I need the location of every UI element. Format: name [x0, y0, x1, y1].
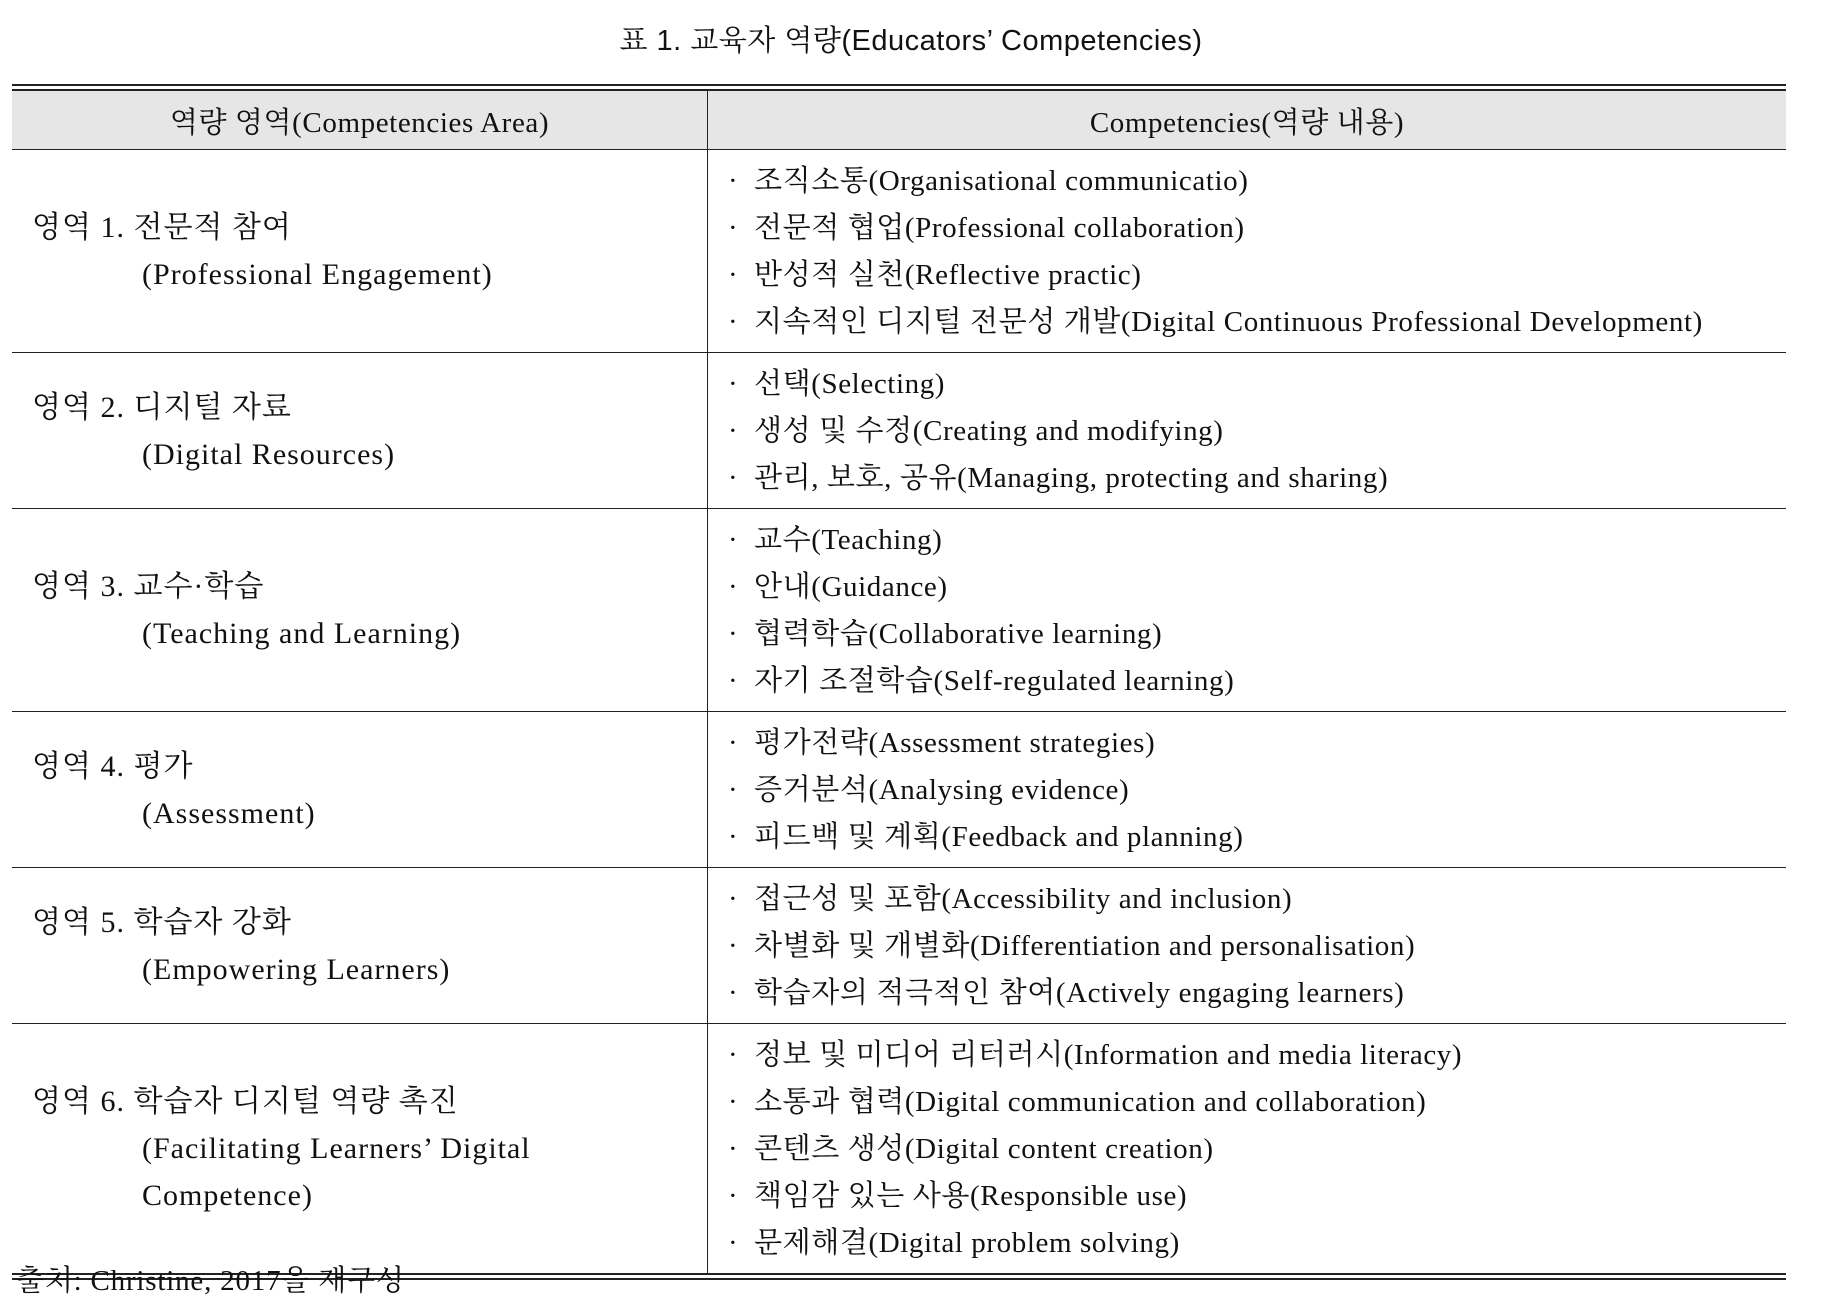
table-row	[12, 712, 1786, 868]
competency-item	[722, 455, 1786, 502]
bullet-icon: ·	[728, 1133, 739, 1165]
bullet-icon: ·	[728, 1227, 739, 1259]
competency-list	[708, 1024, 1786, 1273]
competency-list	[708, 712, 1786, 867]
competency-item	[722, 408, 1786, 455]
bullet-icon: ·	[728, 212, 739, 244]
competency-text: 안내(Guidance)	[754, 571, 948, 603]
competency-item	[722, 1079, 1786, 1126]
competency-item	[722, 1032, 1786, 1079]
bullet-icon: ·	[728, 1086, 739, 1118]
bullet-icon: ·	[728, 618, 739, 650]
bullet-icon: ·	[728, 821, 739, 853]
competency-text: 책임감 있는 사용(Responsible use)	[754, 1180, 1188, 1212]
competency-item	[722, 970, 1786, 1017]
competency-item	[722, 1173, 1786, 1220]
competency-list	[708, 353, 1786, 508]
competency-text: 반성적 실천(Reflective practic)	[754, 259, 1142, 291]
competency-list	[708, 868, 1786, 1023]
bullet-icon: ·	[728, 571, 739, 603]
area-cell	[12, 712, 708, 867]
competency-text: 문제해결(Digital problem solving)	[754, 1227, 1180, 1259]
area-title-ko: 영역 6. 학습자 디지털 역량 촉진	[32, 1085, 459, 1118]
area-cell	[12, 868, 708, 1023]
header-area: 역량 영역(Competencies Area)	[12, 91, 708, 149]
competency-text: 접근성 및 포함(Accessibility and inclusion)	[754, 883, 1293, 915]
competency-text: 피드백 및 계획(Feedback and planning)	[754, 821, 1244, 853]
competency-item	[722, 252, 1786, 299]
area-title-en: (Assessment)	[142, 796, 316, 830]
competency-list	[708, 150, 1786, 352]
bullet-icon: ·	[728, 462, 739, 494]
area-title-en: (Digital Resources)	[142, 437, 396, 471]
table-row	[12, 150, 1786, 353]
table-row	[12, 509, 1786, 712]
area-cell	[12, 509, 708, 711]
table-row	[12, 868, 1786, 1024]
bullet-icon: ·	[728, 306, 739, 338]
competency-text: 관리, 보호, 공유(Managing, protecting and sharing)	[754, 462, 1389, 494]
competency-item	[722, 361, 1786, 408]
competency-text: 생성 및 수정(Creating and modifying)	[754, 415, 1224, 447]
area-title-en: (Teaching and Learning)	[142, 617, 462, 650]
bullet-icon: ·	[728, 1039, 739, 1071]
competency-text: 지속적인 디지털 전문성 개발(Digital Continuous Professional Development)	[754, 306, 1703, 338]
area-title-ko: 영역 1. 전문적 참여	[32, 211, 292, 244]
competency-item	[722, 517, 1786, 564]
area-title-ko: 영역 4. 평가	[32, 749, 194, 783]
bullet-icon: ·	[728, 930, 739, 962]
bullet-icon: ·	[728, 524, 739, 556]
competency-text: 자기 조절학습(Self-regulated learning)	[754, 665, 1235, 697]
area-cell	[12, 1024, 708, 1273]
competency-text: 협력학습(Collaborative learning)	[754, 618, 1163, 650]
area-title-en: (Empowering Learners)	[142, 952, 451, 986]
bullet-icon: ·	[728, 259, 739, 291]
table-caption: 표 1. 교육자 역량(Educators’ Competencies)	[619, 25, 1203, 57]
bullet-icon: ·	[728, 165, 739, 197]
competency-item	[722, 814, 1786, 861]
competency-text: 선택(Selecting)	[754, 368, 946, 400]
competency-text: 소통과 협력(Digital communication and collaboration)	[754, 1086, 1427, 1118]
table-row	[12, 353, 1786, 509]
area-cell	[12, 353, 708, 508]
competency-item	[722, 611, 1786, 658]
competency-item	[722, 720, 1786, 767]
table-row	[12, 1024, 1786, 1273]
competency-item	[722, 1220, 1786, 1267]
bullet-icon: ·	[728, 1180, 739, 1212]
source-note: 출처: Christine, 2017을 재구성	[16, 1265, 405, 1297]
competency-item	[722, 158, 1786, 205]
area-cell	[12, 150, 708, 352]
header-competencies: Competencies(역량 내용)	[1089, 106, 1405, 139]
table-body	[12, 150, 1786, 1273]
area-title-en: (Professional Engagement)	[142, 258, 493, 291]
competency-item	[722, 923, 1786, 970]
competency-text: 평가전략(Assessment strategies)	[754, 727, 1156, 759]
area-title-ko: 영역 3. 교수·학습	[32, 570, 265, 603]
bullet-icon: ·	[728, 977, 739, 1009]
competency-item	[722, 658, 1786, 705]
table-header-row	[12, 91, 1786, 150]
competency-text: 차별화 및 개별화(Differentiation and personalisation)	[754, 930, 1416, 962]
competency-text: 정보 및 미디어 리터러시(Information and media literacy)	[754, 1039, 1463, 1071]
competency-item	[722, 205, 1786, 252]
bullet-icon: ·	[728, 774, 739, 806]
competency-item	[722, 767, 1786, 814]
bullet-icon: ·	[728, 665, 739, 697]
bullet-icon: ·	[728, 883, 739, 915]
competency-text: 조직소통(Organisational communicatio)	[754, 165, 1249, 197]
competency-list	[708, 509, 1786, 711]
competency-item	[722, 876, 1786, 923]
competency-text: 전문적 협업(Professional collaboration)	[754, 212, 1245, 244]
competency-text: 교수(Teaching)	[754, 524, 943, 556]
competency-item	[722, 1126, 1786, 1173]
bullet-icon: ·	[728, 727, 739, 759]
bullet-icon: ·	[728, 415, 739, 447]
area-title-ko: 영역 2. 디지털 자료	[32, 390, 292, 424]
competency-item	[722, 564, 1786, 611]
competencies-table	[12, 84, 1786, 1280]
area-title-ko: 영역 5. 학습자 강화	[32, 905, 292, 939]
area-title-en: (Facilitating Learners’ Digital Competence)	[142, 1132, 531, 1212]
bullet-icon: ·	[728, 368, 739, 400]
competency-text: 학습자의 적극적인 참여(Actively engaging learners)	[754, 977, 1405, 1009]
competency-item	[722, 299, 1786, 346]
table-top-rule	[12, 84, 1786, 91]
competency-text: 증거분석(Analysing evidence)	[754, 774, 1130, 806]
competency-text: 콘텐츠 생성(Digital content creation)	[754, 1133, 1214, 1165]
